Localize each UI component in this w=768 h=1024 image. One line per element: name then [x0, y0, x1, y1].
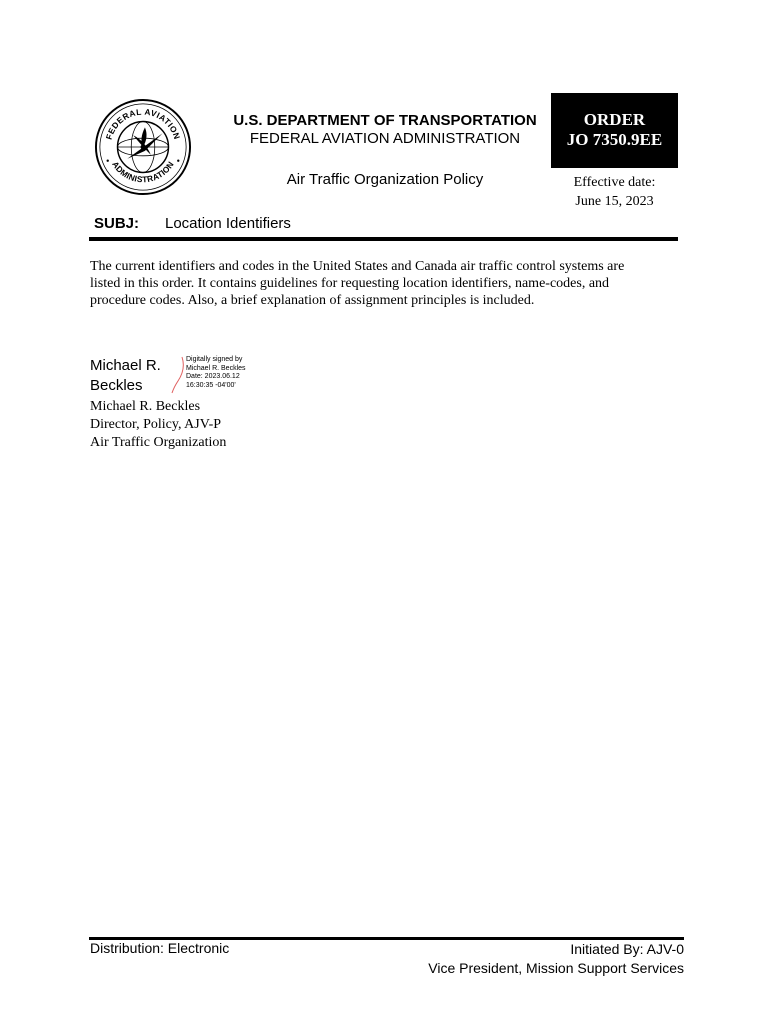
effective-date-value: June 15, 2023: [575, 194, 654, 209]
seal-top-text: FEDERAL AVIATION: [103, 106, 183, 141]
intro-paragraph: [90, 258, 680, 309]
signer-title: Director, Policy, AJV-P: [90, 417, 222, 432]
subject-value: Location Identifiers: [165, 215, 291, 232]
order-number: JO 7350.9EE: [566, 130, 663, 149]
signer-name: Michael R. Beckles: [90, 399, 201, 414]
administration-name: FEDERAL AVIATION ADMINISTRATION: [249, 130, 521, 147]
signer-block: [90, 398, 226, 452]
signer-organization: Air Traffic Organization: [90, 435, 227, 450]
initiated-by-text: Initiated By: AJV-0: [570, 941, 684, 957]
signature-name-line: Beckles: [90, 377, 143, 394]
signature-detail-line: 16:30:35 -04'00': [186, 381, 236, 389]
intro-line: procedure codes. Also, a brief explanation of assignment principles is included.: [90, 293, 535, 308]
order-label: ORDER: [583, 110, 646, 129]
policy-title: Air Traffic Organization Policy: [286, 171, 484, 188]
header-divider: [89, 237, 678, 241]
signature-detail-line: Digitally signed by: [186, 356, 243, 363]
vice-president-text: Vice President, Mission Support Services: [428, 960, 684, 976]
subject-label: SUBJ:: [94, 215, 140, 232]
order-number-box: [551, 93, 678, 168]
initiated-by-block: [428, 940, 684, 978]
effective-date: [551, 173, 678, 211]
seal-bottom-text: ADMINISTRATION: [110, 159, 176, 185]
signature-detail-line: Date: 2023.06.12: [186, 373, 240, 380]
effective-date-label: Effective date:: [573, 175, 656, 190]
intro-line: The current identifiers and codes in the United States and Canada air traffic control systems are: [90, 259, 625, 274]
agency-header: [200, 112, 570, 148]
distribution-text: Distribution: Electronic: [90, 940, 230, 956]
signature-name-line: Michael R.: [90, 357, 161, 374]
digital-signature-details: [186, 356, 276, 390]
signature-mark-icon: [168, 355, 188, 395]
signature-detail-line: Michael R. Beckles: [186, 364, 246, 372]
faa-seal-icon: [94, 98, 192, 196]
intro-line: listed in this order. It contains guidelines for requesting location identifiers, name-codes, and: [90, 276, 610, 291]
digital-signature-name: [90, 356, 180, 396]
department-name: U.S. DEPARTMENT OF TRANSPORTATION: [233, 112, 537, 129]
